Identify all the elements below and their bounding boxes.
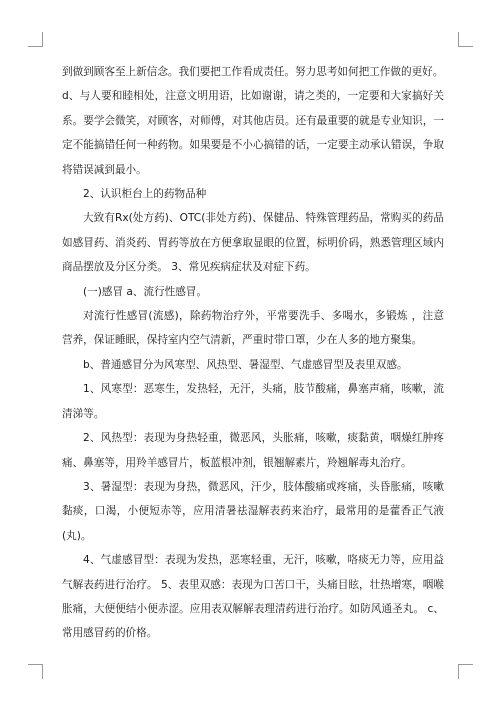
crop-mark-bottom-left bbox=[28, 664, 43, 679]
paragraph-cold-types: b、普通感冒分为风寒型、风热型、暑湿型、气虚感冒型及表里双感。 bbox=[83, 358, 408, 371]
paragraph-drug-categories: 大致有Rx(处方药)、OTC(非处方药)、保健品、特殊管理药品，常购买的药品如感冒药、消炎药、胃药等放在方便拿取显眼的位置，标明价码，熟悉管理区域内商品摆放及分区分类。 3、常见疾病症状及对症下药。 bbox=[62, 212, 444, 274]
paragraph-heading-drug-types: 2、认识柜台上的药物品种 bbox=[83, 188, 207, 201]
paragraph-qi-deficiency: 4、气虚感冒型：表现为发热，恶寒轻重，无汗，咳嗽，咯痰无力等，应用益气解表药进行治疗。 5、表里双感：表现为口苦口干，头痛目眩，壮热增寒，咽喉胀痛，大便便结小便赤涩。应用表双解解表理清药进行治疗。如防风通圣丸。 c、常用感冒药的价格。 bbox=[62, 554, 444, 640]
crop-mark-top-right bbox=[458, 32, 473, 47]
paragraph-continuation: 到做到顾客至上新信念。我们要把工作看成责任。努力思考如何把工作做的更好。 bbox=[62, 66, 444, 78]
paragraph-wind-heat: 2、风热型：表现为身热轻重，微恶风，头胀痛，咳嗽，痰黏黄，咽燥红肿疼痛、鼻塞等，用羚羊感冒片，板蓝根冲剂，银翘解素片，羚翘解毒丸治疗。 bbox=[62, 432, 444, 469]
paragraph-heading-cold: (一)感冒 a、流行性感冒。 bbox=[83, 285, 208, 298]
document-body bbox=[62, 60, 444, 646]
crop-mark-bottom-right bbox=[458, 664, 473, 679]
paragraph-wind-cold: 1、风寒型：恶寒生，发热轻，无汗，头痛，肢节酸痛，鼻塞声痛，咳嗽，流清涕等。 bbox=[62, 383, 444, 420]
paragraph-summer-damp: 3、暑湿型：表现为身热，微恶风，汗少，肢体酸痛或疼痛，头昏胀痛，咳嗽黏痰，口渴，小便短赤等，应用清暑祛湿解表药来治疗，最常用的是藿香正气液(丸)。 bbox=[62, 480, 444, 542]
paragraph-flu-care: 对流行性感冒(流感)，除药物治疗外，平常要洗手、多喝水，多锻炼 ，注意营养，保证睡眠，保持室内空气清新，严重时带口罩，少在人多的地方聚集。 bbox=[62, 310, 444, 347]
paragraph-etiquette: d、与人要和睦相处，注意文明用语，比如谢谢，请之类的，一定要和大家搞好关系。要学会微笑，对顾客，对师傅，对其他店员。还有最重要的就是专业知识，一定不能搞错任何一种药物。如果要是不小心搞错的话，一定要主动承认错误，争取将错误减到最小。 bbox=[62, 90, 444, 176]
crop-mark-top-left bbox=[28, 32, 43, 47]
